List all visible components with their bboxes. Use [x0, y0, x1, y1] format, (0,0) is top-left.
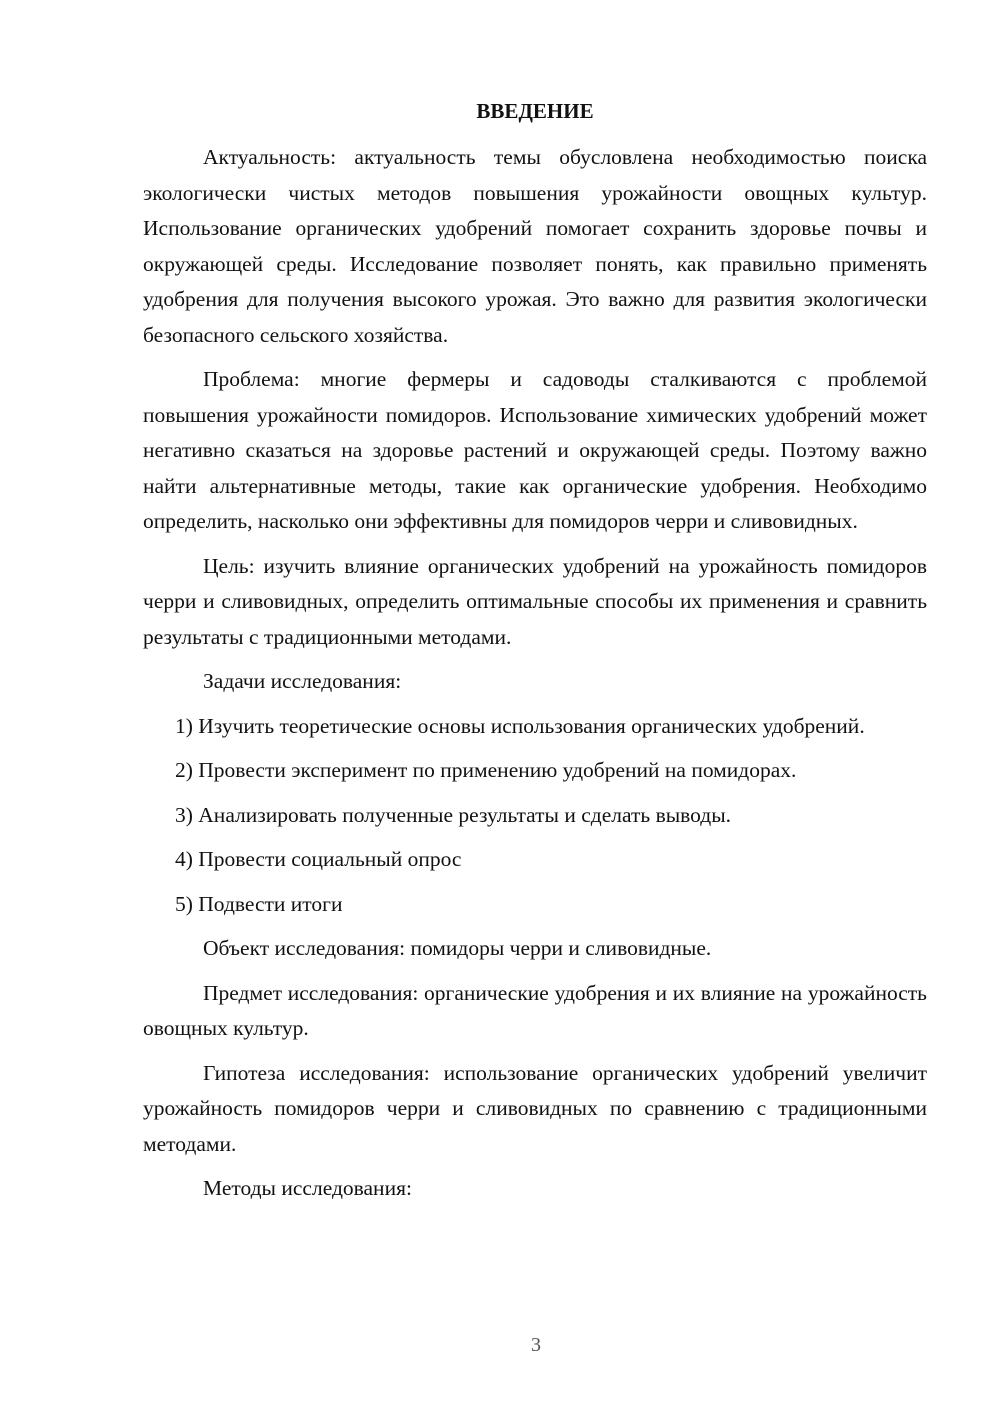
task-item-5: 5) Подвести итоги [175, 891, 343, 916]
paragraph-problem: Проблема: многие фермеры и садоводы сталкиваются с проблемой повышения урожайности помидоров. Использование химических удобрений может негативно сказаться на здоровье растений и окружающей среды. Поэтому важно найти альтернативные методы, такие как органические удобрения. Необходимо определить, насколько они эффективны для помидоров черри и сливовидных. [143, 367, 927, 533]
paragraph-object: Объект исследования: помидоры черри и сливовидные. [203, 936, 712, 960]
section-title: ВВЕДЕНИЕ [476, 99, 594, 123]
paragraph-goal: Цель: изучить влияние органических удобрений на урожайность помидоров черри и сливовидных, определить оптимальные способы их применения и сравнить результаты с традиционными методами. [143, 553, 927, 649]
paragraph-methods-heading: Методы исследования: [203, 1176, 412, 1200]
paragraph-hypothesis: Гипотеза исследования: использование органических удобрений увеличит урожайность помидоров черри и сливовидных по сравнению с традиционными методами. [143, 1060, 927, 1156]
paragraph-relevance: Актуальность: актуальность темы обусловлена необходимостью поиска экологически чистых методов повышения урожайности овощных культур. Использование органических удобрений помогает сохранить здоровье почвы и окружающей среды. Исследование позволяет понять, как правильно применять удобрения для получения высокого урожая. Это важно для развития экологически безопасного сельского хозяйства. [143, 145, 927, 347]
task-item-3: 3) Анализировать полученные результаты и сделать выводы. [175, 802, 732, 827]
task-item-2: 2) Провести эксперимент по применению удобрений на помидорах. [175, 758, 797, 782]
task-item-1: 1) Изучить теоретические основы использования органических удобрений. [175, 713, 865, 738]
paragraph-subject: Предмет исследования: органические удобрения и их влияние на урожайность овощных культур. [143, 980, 927, 1040]
page-number: 3 [531, 1334, 541, 1356]
task-item-4: 4) Провести социальный опрос [175, 847, 462, 871]
paragraph-tasks-heading: Задачи исследования: [203, 669, 402, 693]
document-page [143, 96, 927, 1216]
